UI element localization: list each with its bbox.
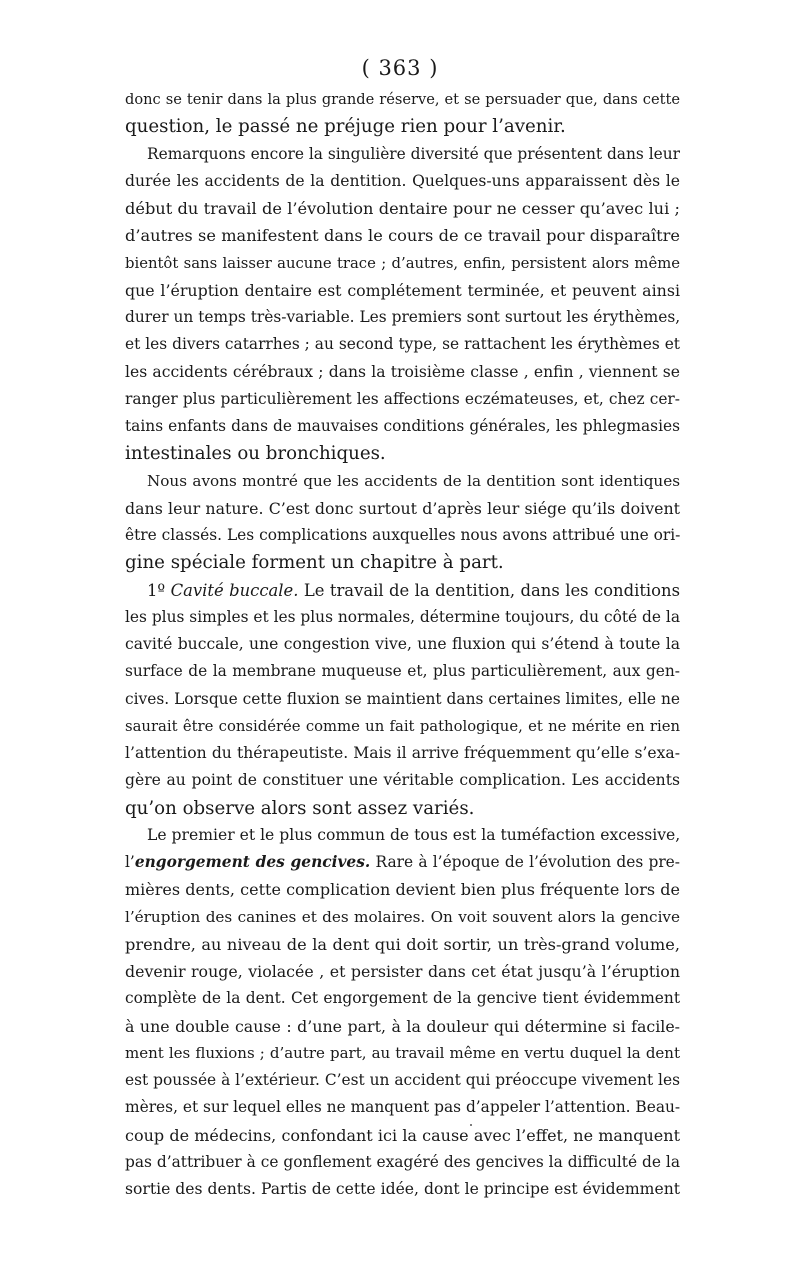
engorgement-term: engorgement des gencives. bbox=[134, 853, 371, 871]
article: l’ bbox=[125, 853, 135, 871]
text-line: l’éruption des canines et des molaires. On voit souvent alors la gencive bbox=[125, 907, 680, 926]
text-line: gère au point de constituer une véritable complication. Les accidents bbox=[125, 771, 680, 790]
text-line: ment les fluxions ; d’autre part, au travail même en vertu duquel la dent bbox=[125, 1043, 680, 1062]
text-line: qu’on observe alors sont assez variés. bbox=[125, 797, 475, 819]
text-line: est poussée à l’extérieur. C’est un accident qui préoccupe vivement les bbox=[125, 1071, 680, 1089]
text-line: ranger plus particulièrement les affections eczémateuses, et, chez cer- bbox=[125, 389, 680, 408]
text-line: tains enfants dans de mauvaises conditions générales, les phlegmasies bbox=[125, 417, 680, 435]
text-line: mères, et sur lequel elles ne manquent pas d’appeler l’attention. Beau- bbox=[125, 1098, 681, 1117]
text-line: début du travail de l’évolution dentaire pour ne cesser qu’avec lui ; bbox=[125, 199, 680, 218]
text-line: que l’éruption dentaire est complétement terminée, et peuvent ainsi bbox=[125, 280, 680, 300]
text-line: Le travail de la dentition, dans les conditions bbox=[303, 580, 680, 600]
engorgement-line bbox=[125, 849, 680, 876]
section-title: Cavité buccale. bbox=[170, 580, 299, 600]
text-line: pas d’attribuer à ce gonflement exagéré des gencives la difficulté de la bbox=[125, 1152, 680, 1171]
body-text bbox=[125, 86, 680, 1203]
text-line: gine spéciale forment un chapitre à part. bbox=[125, 552, 504, 574]
text-line: question, le passé ne préjuge rien pour l’avenir. bbox=[125, 116, 566, 138]
text-line: cives. Lorsque cette fluxion se maintient dans certaines limites, elle ne bbox=[125, 689, 680, 708]
text-line: durer un temps très-variable. Les premiers sont surtout les érythèmes, bbox=[125, 308, 681, 326]
text-line: intestinales ou bronchiques. bbox=[125, 443, 386, 465]
text-line: à une double cause : d’une part, à la douleur qui détermine si facile- bbox=[125, 1016, 680, 1036]
page-number: ( 363 ) bbox=[361, 56, 439, 80]
text-line: prendre, au niveau de la dent qui doit sortir, un très-grand volume, bbox=[125, 934, 680, 954]
text-line: être classés. Les complications auxquelles nous avons attribué une ori- bbox=[125, 526, 681, 544]
text-line: et les divers catarrhes ; au second type, se rattachent les érythèmes et bbox=[125, 335, 680, 354]
text-line: bientôt sans laisser aucune trace ; d’autres, enfin, persistent alors même bbox=[125, 254, 680, 272]
text-line: donc se tenir dans la plus grande réserve, et se persuader que, dans cette bbox=[125, 91, 680, 108]
text-line: complète de la dent. Cet engorgement de la gencive tient évidemment bbox=[125, 989, 680, 1008]
text-line: dans leur nature. C’est donc surtout d’après leur siége qu’ils doivent bbox=[125, 498, 680, 518]
text-line: Nous avons montré que les accidents de la dentition sont identiques bbox=[147, 471, 680, 490]
text-line: devenir rouge, violacée , et persister dans cet état jusqu’à l’éruption bbox=[125, 962, 680, 981]
text-line: coup de médecins, confondant ici la cause avec l’effet, ne manquent bbox=[125, 1125, 680, 1145]
text-line: surface de la membrane muqueuse et, plus particulièrement, aux gen- bbox=[125, 662, 680, 681]
text-line: Le premier et le plus commun de tous est la tuméfaction excessive, bbox=[147, 825, 681, 844]
section-number: 1º bbox=[147, 580, 166, 600]
text-line: d’autres se manifestent dans le cours de ce travail pour disparaître bbox=[125, 226, 680, 246]
text-line: les plus simples et les plus normales, détermine toujours, du côté de la bbox=[125, 607, 680, 626]
text-line: Remarquons encore la singulière diversité que présentent dans leur bbox=[147, 144, 680, 163]
text-line: Rare à l’époque de l’évolution des pre- bbox=[375, 853, 680, 871]
text-line: saurait être considérée comme un fait pathologique, et ne mérite en rien bbox=[125, 717, 680, 735]
text-line: durée les accidents de la dentition. Quelques-uns apparaissent dès le bbox=[125, 171, 680, 190]
text-line: mières dents, cette complication devient bien plus fréquente lors de bbox=[125, 880, 680, 900]
section-heading-line bbox=[125, 577, 680, 604]
text-line: cavité buccale, une congestion vive, une fluxion qui s’étend à toute la bbox=[125, 635, 680, 653]
text-line: les accidents cérébraux ; dans la troisième classe , enfin , viennent se bbox=[125, 362, 680, 381]
text-line: sortie des dents. Partis de cette idée, dont le principe est évidemment bbox=[125, 1180, 680, 1198]
text-line: l’attention du thérapeutiste. Mais il arrive fréquemment qu’elle s’exa- bbox=[125, 744, 680, 762]
print-speck bbox=[470, 1124, 472, 1126]
